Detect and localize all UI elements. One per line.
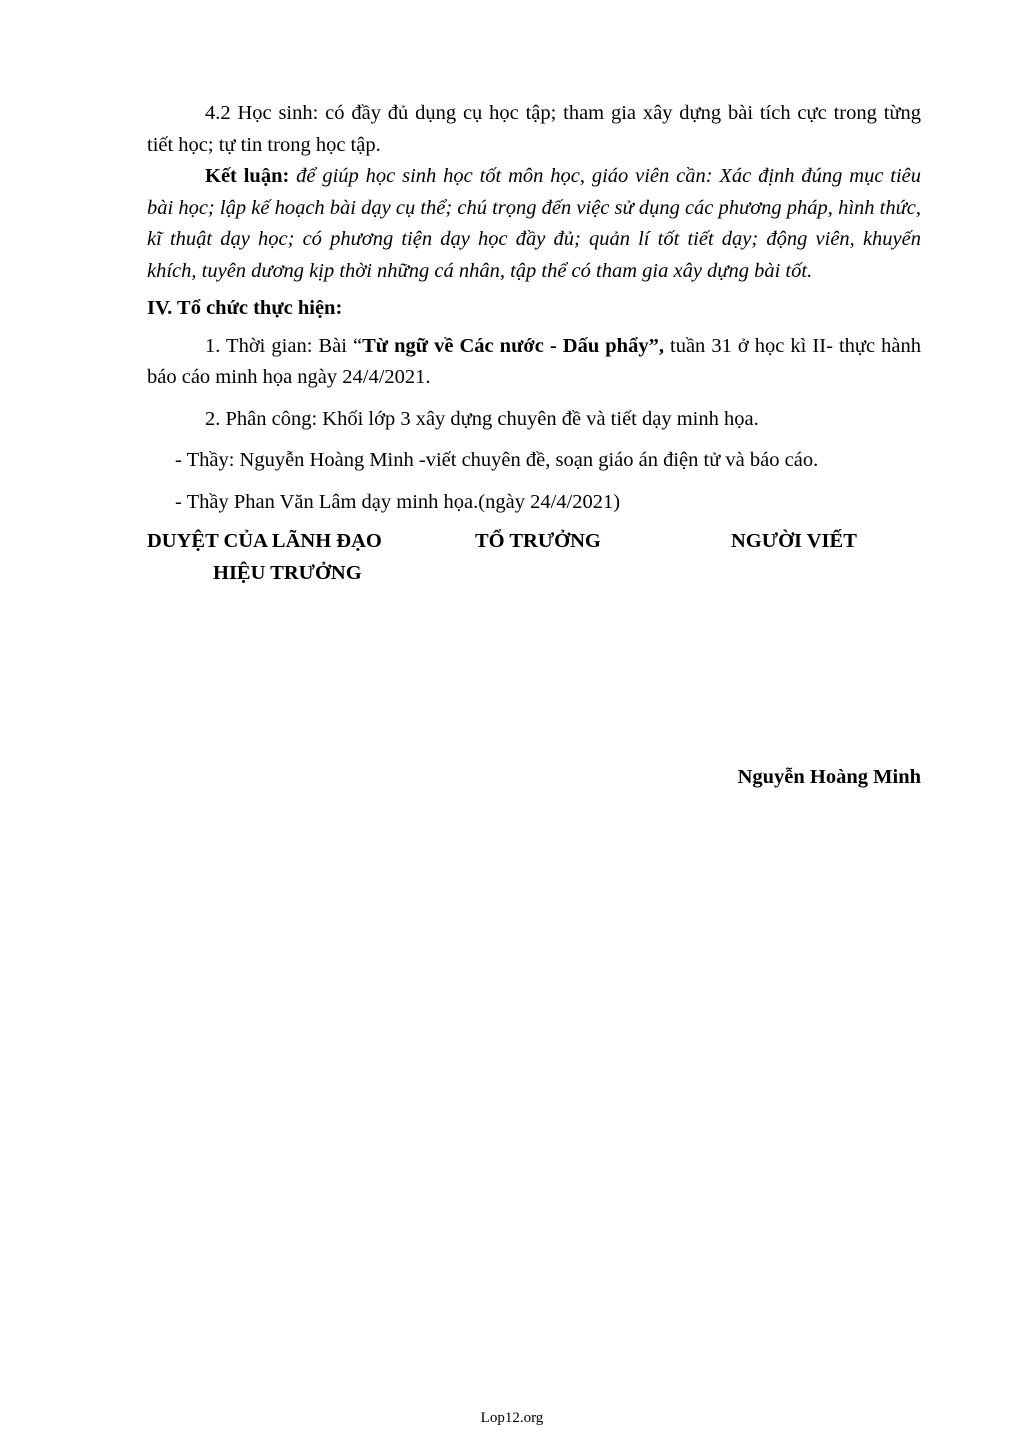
assignment-author: - Thầy: Nguyễn Hoàng Minh -viết chuyên đề, soạn giáo án điện tử và báo cáo.: [175, 449, 819, 471]
lesson-title: Từ ngữ về Các nước - Dấu phẩy”,: [362, 334, 664, 357]
signature-writer: NGƯỜI VIẾT: [731, 530, 857, 552]
signature-principal-title: DUYỆT CỦA LÃNH ĐẠO: [147, 530, 382, 552]
time-item: [147, 331, 921, 394]
assignment-item: 2. Phân công: Khối lớp 3 xây dựng chuyên đề và tiết dạy minh họa.: [205, 407, 759, 430]
signer-name: Nguyễn Hoàng Minh: [737, 766, 921, 788]
conclusion-label: Kết luận:: [205, 165, 290, 187]
student-requirements-paragraph: 4.2 Học sinh: có đầy đủ dụng cụ học tập; tham gia xây dựng bài tích cực trong từng tiết học; tự tin trong học tập.: [147, 102, 921, 156]
conclusion-paragraph: [147, 161, 921, 287]
page-footer: Lop12.org: [480, 1410, 544, 1426]
signature-row: [147, 526, 921, 592]
document-page: [147, 98, 922, 788]
time-item-prefix: 1. Thời gian: Bài “: [205, 334, 363, 357]
signature-principal: [147, 526, 382, 589]
time-item-suffix: tuần 31 ở học kì II- thực hành báo cáo minh họa ngày 24/4/2021.: [147, 334, 921, 388]
signature-team-leader: TỔ TRƯỞNG: [475, 530, 601, 552]
section-iv-heading: IV. Tổ chức thực hiện:: [147, 297, 343, 319]
conclusion-text: để giúp học sinh học tốt môn học, giáo viên cần: Xác định đúng mục tiêu bài học; lập kế hoạch bài dạy cụ thể; chú trọng đến việc sử dụng các phương pháp, hình thức, kĩ thuật dạy học; có phương tiện dạy học đầy đủ; quản lí tốt tiết dạy; động viên, khuyến khích, tuyên dương kịp thời những cá nhân, tập thể có tham gia xây dựng bài tốt.: [147, 165, 922, 282]
signature-principal-subtitle: HIỆU TRƯỞNG: [213, 561, 362, 584]
assignment-demo-teacher: - Thầy Phan Văn Lâm dạy minh họa.(ngày 24/4/2021): [175, 490, 621, 513]
